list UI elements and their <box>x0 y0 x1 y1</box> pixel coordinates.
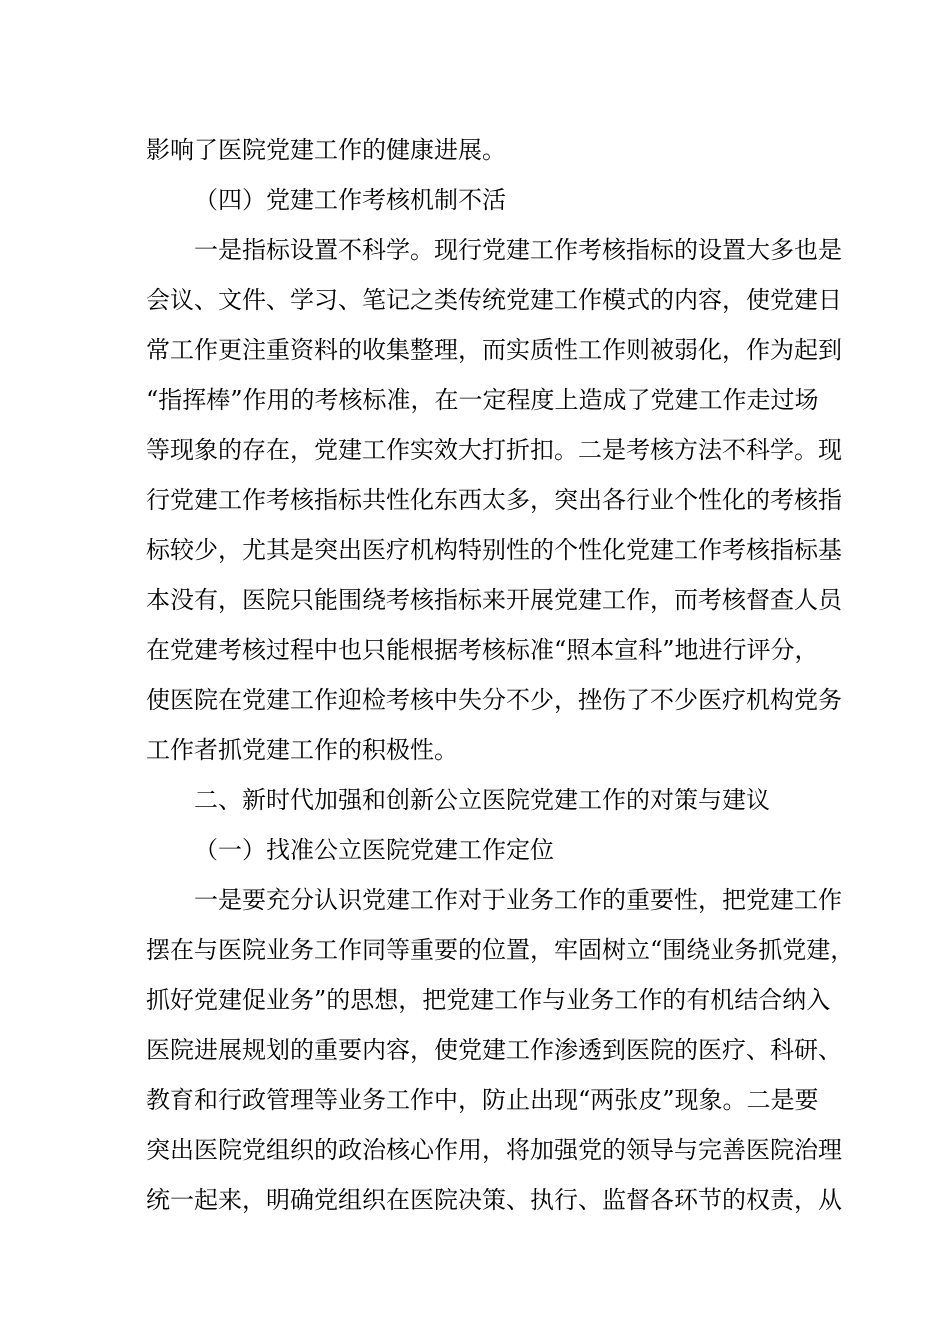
text-line: 常工作更注重资料的收集整理，而实质性工作则被弱化，作为起到 <box>146 336 842 364</box>
section-heading: （四）党建工作考核机制不活 <box>194 186 506 214</box>
text-line: 抓好党建促业务”的思想，把党建工作与业务工作的有机结合纳入 <box>146 986 831 1014</box>
text-line: 使医院在党建工作迎检考核中失分不少，挫伤了不少医疗机构党务 <box>146 686 842 714</box>
text-line: 摆在与医院业务工作同等重要的位置，牢固树立“围绕业务抓党建， <box>146 936 855 964</box>
chapter-heading: 二、新时代加强和创新公立医院党建工作的对策与建议 <box>194 786 770 814</box>
text-line: 一是要充分认识党建工作对于业务工作的重要性，把党建工作 <box>194 886 842 914</box>
text-line: 一是指标设置不科学。现行党建工作考核指标的设置大多也是 <box>194 236 842 264</box>
text-line: 工作者抓党建工作的积极性。 <box>146 736 458 764</box>
text-line: 统一起来，明确党组织在医院决策、执行、监督各环节的权责，从 <box>146 1186 842 1214</box>
text-line: 等现象的存在，党建工作实效大打折扣。二是考核方法不科学。现 <box>146 436 842 464</box>
text-line: “指挥棒”作用的考核标准，在一定程度上造成了党建工作走过场 <box>146 386 819 414</box>
text-line: 在党建考核过程中也只能根据考核标准“照本宣科”地进行评分， <box>146 636 819 664</box>
text-line: 标较少，尤其是突出医疗机构特别性的个性化党建工作考核指标基 <box>146 536 842 564</box>
text-line: 医院进展规划的重要内容，使党建工作渗透到医院的医疗、科研、 <box>146 1036 842 1064</box>
text-line: 影响了医院党建工作的健康进展。 <box>146 136 506 164</box>
text-line: 行党建工作考核指标共性化东西太多，突出各行业个性化的考核指 <box>146 486 842 514</box>
text-line: 本没有，医院只能围绕考核指标来开展党建工作，而考核督查人员 <box>146 586 842 614</box>
text-line: 会议、文件、学习、笔记之类传统党建工作模式的内容，使党建日 <box>146 286 842 314</box>
text-line: 教育和行政管理等业务工作中，防止出现“两张皮”现象。二是要 <box>146 1086 819 1114</box>
text-line: 突出医院党组织的政治核心作用，将加强党的领导与完善医院治理 <box>146 1136 842 1164</box>
section-heading: （一）找准公立医院党建工作定位 <box>194 836 554 864</box>
